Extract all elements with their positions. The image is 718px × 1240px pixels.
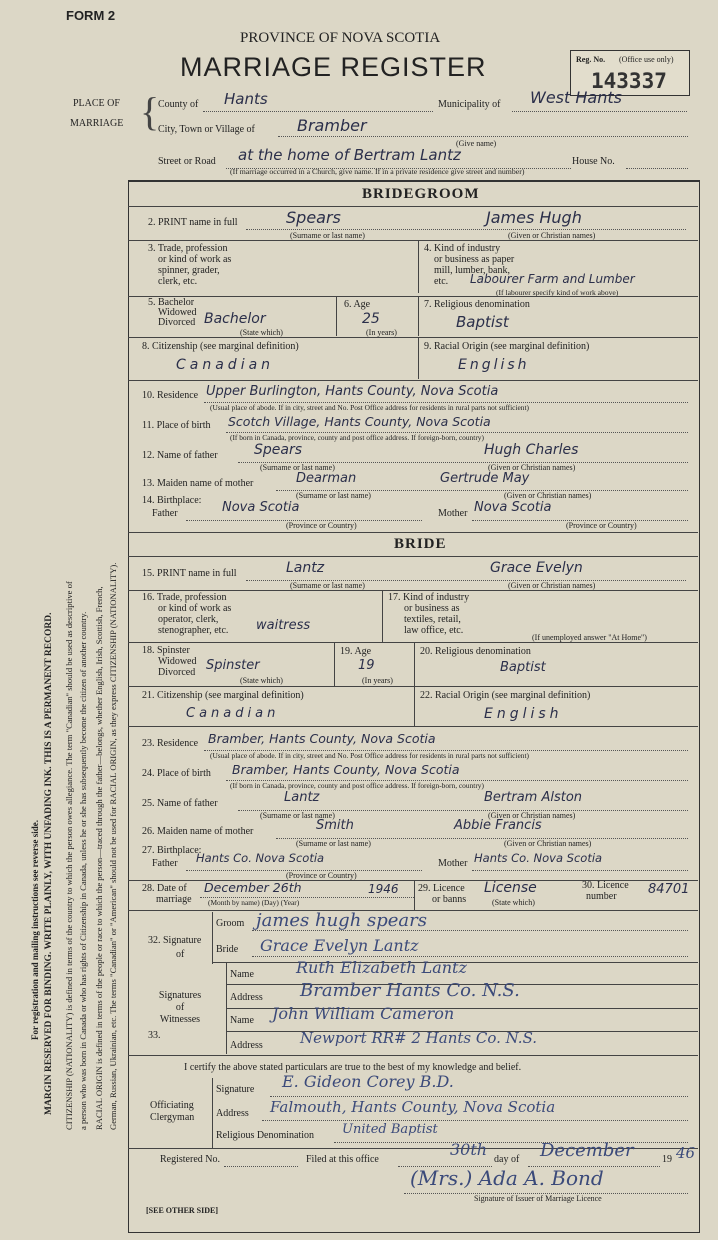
bride-religion: Baptist [500, 660, 546, 675]
bride-industry-label: 17. Kind of industry or business as textiles, retail, law office, etc. [388, 592, 470, 636]
bride-age: 19 [358, 658, 375, 673]
w1-name-label: Name [230, 969, 254, 980]
bride-given: Grace Evelyn [490, 560, 583, 576]
bride-status: Spinster [206, 658, 260, 673]
groom-surname-note: (Surname or last name) [290, 231, 365, 240]
date-note: (Month by name) (Day) (Year) [208, 898, 300, 907]
groom-father-prov-note: (Province or Country) [286, 521, 357, 530]
licence-label: 29. Licence or banns [418, 883, 467, 905]
bride-birth-note: (If born in Canada, province, county and post office address. If foreign-born, country) [230, 781, 484, 790]
witnesses-number: 33. [148, 1030, 161, 1041]
bride-sig-label: Bride [216, 944, 239, 955]
groom-birth-note: (If born in Canada, province, county and post office address. If foreign-born, country) [230, 433, 484, 442]
groom-mother-given: Gertrude May [440, 471, 530, 486]
groom-mother-surname-note: (Surname or last name) [296, 491, 371, 500]
clergy-signature: E. Gideon Corey B.D. [282, 1072, 454, 1091]
municipality-label: Municipality of [438, 99, 501, 110]
sidebar-margin-note: MARGIN RESERVED FOR BINDING. WRITE PLAINLY, WITH UNFADING INK. THIS IS A PERMANENT RECORD. [44, 612, 54, 1115]
bride-father-prov-note: (Province or Country) [286, 871, 357, 880]
bride-father-surname: Lantz [284, 790, 320, 805]
groom-industry-label: 4. Kind of industry or business as paper mill, lumber, bank, etc. [424, 243, 515, 287]
bride-mother-given-note: (Given or Christian names) [504, 839, 592, 848]
licence-number: 84701 [648, 882, 690, 897]
groom-given: James Hugh [486, 208, 582, 227]
bride-age-note: (In years) [362, 676, 393, 685]
groom-surname: Spears [286, 208, 341, 227]
w2-name: John William Cameron [272, 1004, 455, 1023]
reg-label: Reg. No. [576, 55, 606, 64]
groom-mother-label: 13. Maiden name of mother [142, 478, 254, 489]
groom-residence-label: 10. Residence [142, 390, 199, 401]
year-prefix: 19 [662, 1154, 672, 1165]
denomination: United Baptist [342, 1122, 438, 1137]
groom-print-label: 2. PRINT name in full [148, 217, 238, 228]
bride-racial-label: 22. Racial Origin (see marginal definition) [420, 690, 591, 701]
groom-residence: Upper Burlington, Hants County, Nova Scotia [206, 384, 499, 399]
reg-number: 143337 [591, 69, 667, 93]
sidebar-racial-1: RACIAL ORIGIN is defined in terms of the people or race to which the person—traced through the father—belongs, whether English, Irish, Scottish, French, [94, 586, 104, 1130]
bride-residence: Bramber, Hants County, Nova Scotia [208, 731, 436, 746]
witnesses-label: Signatures of Witnesses [158, 990, 202, 1025]
form-number: FORM 2 [66, 8, 116, 23]
filed-year: 46 [676, 1144, 696, 1162]
city-value: Bramber [297, 116, 367, 135]
licence-note: (State which) [492, 898, 535, 907]
clergy-address: Falmouth, Hants County, Nova Scotia [270, 1098, 556, 1116]
issuer-note: Signature of Issuer of Marriage Licence [474, 1194, 602, 1203]
licence-type: License [484, 880, 537, 896]
filed-month: December [540, 1140, 634, 1161]
municipality-value: West Hants [530, 88, 622, 107]
bride-status-note: (State which) [240, 676, 283, 685]
groom-mother-bp-label: Mother [438, 508, 468, 519]
groom-father-birthplace: Nova Scotia [222, 500, 300, 515]
denomination-label: Religious Denomination [216, 1130, 315, 1141]
marriage-year: 1946 [368, 882, 399, 896]
groom-age: 25 [362, 311, 380, 327]
bride-signature: Grace Evelyn Lantz [260, 936, 419, 955]
registered-label: Registered No. [160, 1154, 220, 1165]
bride-birth-label: 24. Place of birth [142, 768, 211, 779]
day-of-label: day of [494, 1154, 520, 1165]
w1-address: Bramber Hants Co. N.S. [300, 980, 520, 1001]
bride-mother-surname-note: (Surname or last name) [296, 839, 371, 848]
sidebar-racial-2: German, Russian, Ukrainian, etc. The terms "Canadian" or "American" should not be used for RACIAL ORIGIN, as they express CITIZENSHIP (NATIONALITY). [108, 562, 118, 1130]
groom-citizenship: Canadian [176, 357, 275, 373]
groom-birthplace-label: 14. Birthplace: [142, 495, 202, 506]
groom-father-given: Hugh Charles [484, 442, 579, 458]
bride-father-surname-note: (Surname or last name) [260, 811, 335, 820]
street-label: Street or Road [158, 156, 216, 167]
clergy-signature-label: Signature [216, 1084, 255, 1095]
city-label: City, Town or Village of [158, 124, 255, 135]
groom-age-label: 6. Age [344, 299, 371, 310]
bride-father-given: Bertram Alston [484, 790, 583, 805]
groom-father-bp-label: Father [152, 508, 178, 519]
w1-name: Ruth Elizabeth Lantz [296, 958, 467, 977]
groom-birth-label: 11. Place of birth [142, 420, 211, 431]
street-value: at the home of Bertram Lantz [238, 146, 461, 164]
groom-religion: Baptist [456, 313, 509, 331]
house-label: House No. [572, 156, 615, 167]
groom-signature: james hugh spears [256, 910, 427, 931]
groom-mother-surname: Dearman [296, 471, 357, 486]
place-label-2: MARRIAGE [70, 118, 124, 129]
bride-age-label: 19. Age [340, 646, 372, 657]
bride-mother-bp-label: Mother [438, 858, 468, 869]
bride-print-label: 15. PRINT name in full [142, 568, 237, 579]
street-note: (If marriage occurred in a Church, give name. If in a private residence give street and number) [230, 167, 525, 176]
bride-residence-label: 23. Residence [142, 738, 199, 749]
groom-religion-label: 7. Religious denomination [424, 299, 530, 310]
bride-mother-given: Abbie Francis [454, 818, 542, 833]
groom-status-note: (State which) [240, 328, 283, 337]
sidebar-instructions: For registration and mailing instructions see reverse side. [30, 820, 40, 1040]
groom-mother-given-note: (Given or Christian names) [504, 491, 592, 500]
groom-citizenship-label: 8. Citizenship (see marginal definition) [142, 341, 299, 352]
bride-birth: Bramber, Hants County, Nova Scotia [232, 762, 460, 777]
place-brace: { [140, 89, 160, 134]
bride-trade: waitress [256, 618, 311, 633]
groom-residence-note: (Usual place of abode. If in city, street and No. Post Office address for residents in rural parts not sufficient) [210, 403, 530, 412]
groom-mother-prov-note: (Province or Country) [566, 521, 637, 530]
bride-father-given-note: (Given or Christian names) [488, 811, 576, 820]
county-value: Hants [224, 90, 268, 108]
licence-number-label: 30. Licence number [582, 880, 629, 902]
given-name-note: (Give name) [456, 139, 497, 148]
bride-mother-label: 26. Maiden name of mother [142, 826, 254, 837]
groom-status-label: 5. Bachelor Widowed Divorced [148, 297, 197, 328]
groom-father-surname-note: (Surname or last name) [260, 463, 335, 472]
filed-day: 30th [450, 1140, 488, 1159]
bride-surname-note: (Surname or last name) [290, 581, 365, 590]
bride-unemployed-note: (If unemployed answer "At Home") [532, 633, 647, 642]
bride-father-bp-label: Father [152, 858, 178, 869]
bride-racial: English [484, 706, 563, 722]
groom-sig-label: Groom [216, 918, 245, 929]
filed-label: Filed at this office [306, 1154, 379, 1165]
date-label: 28. Date of marriage [142, 883, 192, 905]
clergy-address-label: Address [216, 1108, 249, 1119]
officiating-label: Officiating Clergyman [150, 1100, 195, 1123]
page-title: MARRIAGE REGISTER [180, 52, 487, 82]
groom-labourer-note: (If labourer specify kind of work above) [496, 288, 619, 297]
groom-status: Bachelor [204, 311, 266, 327]
groom-birth: Scotch Village, Hants County, Nova Scotia [228, 414, 491, 429]
place-label-1: PLACE OF [73, 98, 120, 109]
marriage-month-day: December 26th [204, 880, 302, 895]
reg-note: (Office use only) [619, 55, 674, 64]
groom-trade-label: 3. Trade, profession or kind of work as spinner, grader, clerk, etc. [148, 243, 232, 287]
bride-citizenship: Canadian [186, 706, 280, 721]
bride-trade-label: 16. Trade, profession or kind of work as operator, clerk, stenographer, etc. [142, 592, 232, 636]
groom-racial-label: 9. Racial Origin (see marginal definition) [424, 341, 590, 352]
sidebar-citizenship-1: CITIZENSHIP (NATIONALITY) is defined in terms of the country to which the person owes allegiance. The term "Canadian" should be used as descriptive of [64, 581, 74, 1130]
issuer-signature: (Mrs.) Ada A. Bond [410, 1166, 604, 1190]
sidebar-citizenship-2: a person who was born in Canada or who has rights of Citizenship in Canada, unless he or she has subsequently become the citizen of another country. [78, 611, 88, 1130]
groom-mother-birthplace: Nova Scotia [474, 500, 552, 515]
w2-name-label: Name [230, 1015, 254, 1026]
w2-address-label: Address [230, 1040, 263, 1051]
groom-father-label: 12. Name of father [142, 450, 218, 461]
signature-label: 32. Signature of [148, 935, 202, 960]
bride-religion-label: 20. Religious denomination [420, 646, 531, 657]
groom-father-surname: Spears [254, 442, 303, 458]
see-other-side: [SEE OTHER SIDE] [146, 1206, 219, 1215]
bride-mother-birthplace: Hants Co. Nova Scotia [474, 851, 603, 865]
groom-father-given-note: (Given or Christian names) [488, 463, 576, 472]
bride-birthplace-label: 27. Birthplace: [142, 845, 202, 856]
bridegroom-heading: BRIDEGROOM [362, 186, 480, 202]
bride-father-label: 25. Name of father [142, 798, 218, 809]
bride-citizenship-label: 21. Citizenship (see marginal definition) [142, 690, 304, 701]
bride-surname: Lantz [286, 560, 325, 576]
bride-father-birthplace: Hants Co. Nova Scotia [196, 851, 325, 865]
groom-age-note: (In years) [366, 328, 397, 337]
certify-text: I certify the above stated particulars are true to the best of my knowledge and belief. [184, 1062, 522, 1073]
groom-industry-value: Labourer Farm and Lumber [470, 272, 635, 286]
groom-given-note: (Given or Christian names) [508, 231, 596, 240]
bride-given-note: (Given or Christian names) [508, 581, 596, 590]
county-label: County of [158, 99, 199, 110]
w1-address-label: Address [230, 992, 263, 1003]
w2-address: Newport RR# 2 Hants Co. N.S. [300, 1029, 538, 1047]
province-heading: PROVINCE OF NOVA SCOTIA [240, 30, 441, 46]
bride-status-label: 18. Spinster Widowed Divorced [142, 645, 197, 678]
groom-racial: English [458, 357, 530, 373]
bride-heading: BRIDE [394, 536, 447, 552]
bride-residence-note: (Usual place of abode. If in city, street and No. Post Office address for residents in rural parts not sufficient) [210, 751, 530, 760]
bride-mother-surname: Smith [316, 818, 354, 833]
